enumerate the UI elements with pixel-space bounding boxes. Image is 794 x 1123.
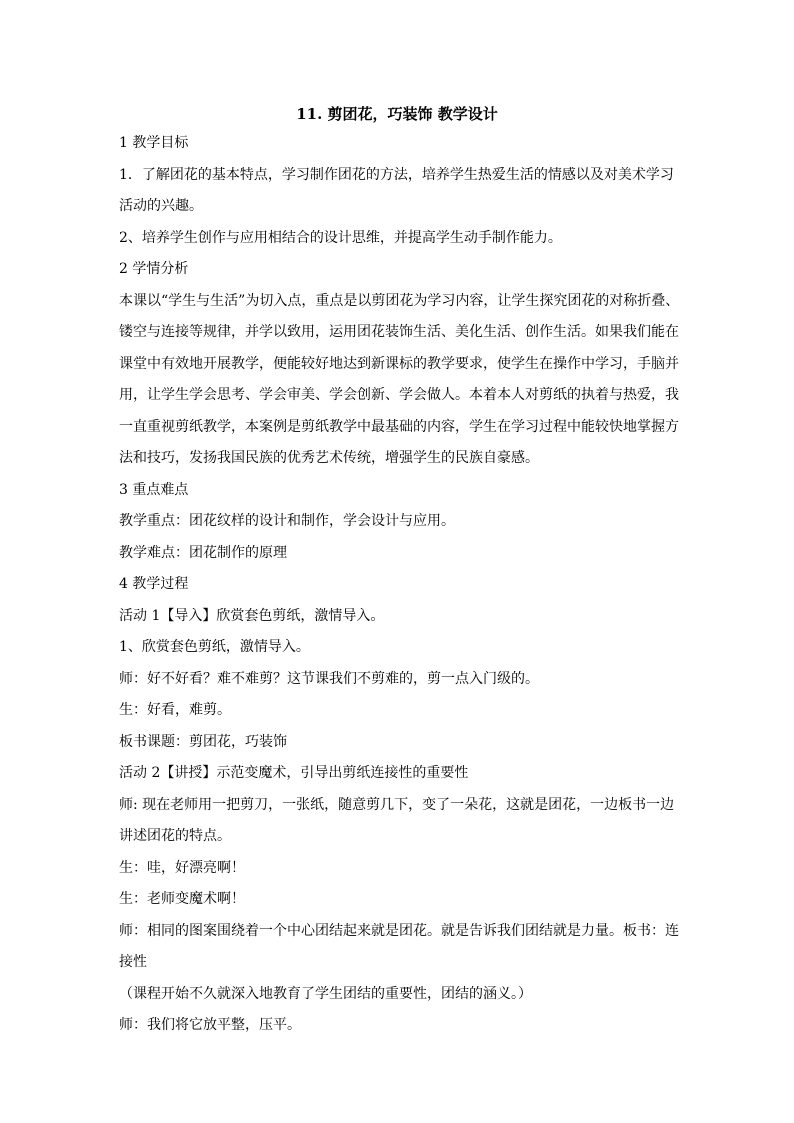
paragraph-line: 课堂中有效地开展教学，便能较好地达到新课标的教学要求，使学生在操作中学习，手脑并 [119,355,679,372]
activity-heading: 活动 1【导入】欣赏套色剪纸，激情导入。 [119,607,385,624]
section-heading-objectives: 1 教学目标 [119,135,189,151]
activity-heading: 活动 2【讲授】示范变魔术，引导出剪纸连接性的重要性 [119,765,469,781]
dialogue-line: 接性 [119,954,147,970]
dialogue-line: 师: 现在老师用一把剪刀，一张纸，随意剪几下，变了一朵花，这就是团花，一边板书一边 [119,796,675,813]
paragraph-line: 活动的兴趣。 [119,198,203,214]
paragraph-line: 用，让学生学会思考、学会审美、学会创新、学会做人。本着本人对剪纸的执着与热爱，我 [119,387,679,403]
dialogue-line: 师：好不好看？难不难剪？这节课我们不剪难的，剪一点入门级的。 [119,670,539,687]
document-body [119,132,681,1046]
paragraph-line: 本课以“学生与生活”为切入点，重点是以剪团花为学习内容，让学生探究团花的对称折叠、 [119,292,680,309]
paragraph-line: 教学难点：团花制作的原理 [119,544,287,561]
dialogue-line: 生：好看，难剪。 [119,702,231,718]
dialogue-line: 生：老师变魔术啊！ [119,891,245,907]
document-title: 11. 剪团花，巧装饰 教学设计 [296,105,498,123]
paragraph-line: 一直重视剪纸教学，本案例是剪纸教学中最基础的内容，学生在学习过程中能较快地掌握方 [119,418,679,435]
paragraph-line: 1．了解团花的基本特点，学习制作团花的方法，培养学生热爱生活的情感以及对美术学习 [119,166,674,183]
section-heading-key-points: 3 重点难点 [119,481,189,498]
dialogue-line: 师：我们将它放平整，压平。 [119,1017,301,1033]
dialogue-line: 师：相同的图案围绕着一个中心团结起来就是团花。就是告诉我们团结就是力量。板书：连 [119,922,679,939]
dialogue-line: 讲述团花的特点。 [119,828,231,844]
paragraph-line: 法和技巧，发扬我国民族的优秀艺术传统，增强学生的民族自豪感。 [119,450,539,466]
section-heading-analysis: 2 学情分析 [119,261,189,277]
paragraph-line: 板书课题：剪团花，巧装饰 [119,733,287,750]
paragraph-line: 教学重点：团花纹样的设计和制作，学会设计与应用。 [119,513,455,529]
note-line: （课程开始不久就深入地教育了学生团结的重要性，团结的涵义。） [119,985,532,1002]
dialogue-line: 生：哇，好漂亮啊！ [119,859,245,876]
paragraph-line: 镂空与连接等规律，并学以致用，运用团花装饰生活、美化生活、创作生活。如果我们能在 [119,324,679,340]
paragraph-line: 1、欣赏套色剪纸，激情导入。 [119,639,310,655]
paragraph-line: 2、培养学生创作与应用相结合的设计思维，并提高学生动手制作能力。 [119,229,562,246]
section-heading-process: 4 教学过程 [119,576,189,592]
